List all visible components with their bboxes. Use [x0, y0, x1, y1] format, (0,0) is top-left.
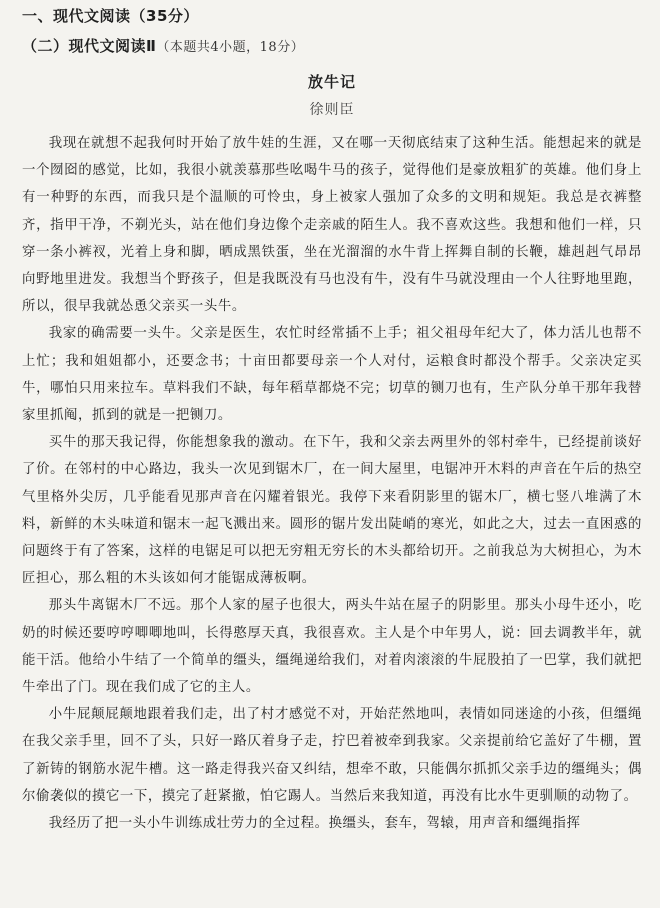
article-title: 放牛记 — [307, 73, 356, 91]
paragraph: 小牛屁颠屁颠地跟着我们走，出了村才感觉不对，开始茫然地叫，表情如同迷途的小孩，但缰绳在我父亲手里，回不了头，只好一路仄着身子走，拧巴着被牵到我家。父亲提前给它盖好了牛棚，置了新铸的钢筋水泥牛槽。这一路走得我兴奋又纠结，想牵不敢，只能偶尔抓抓父亲手边的缰绳头；偶尔偷袭似的摸它一下，摸完了赶紧撤，怕它踢人。当然后来我知道，再没有比水牛更驯顺的动物了。 — [22, 707, 642, 804]
paragraph: 买牛的那天我记得，你能想象我的激动。在下午，我和父亲去两里外的邻村牵牛，已经提前谈好了价。在邻村的中心路边，我头一次见到锯木厂，在一间大屋里，电锯冲开木料的声音在午后的热空气里格外尖厉，几乎能看见那声音在闪耀着银光。我停下来看阴影里的锯木厂，横七竖八堆满了木料，新鲜的木头味道和锯末一起飞溅出来。圆形的锯片发出陡峭的寒光，如此之大，过去一直困惑的问题终于有了答案，这样的电锯足可以把无穷粗无穷长的木头都给切开。之前我总为大树担心，为木匠担心，那么粗的木头该如何才能锯成薄板啊。 — [22, 435, 642, 587]
paragraph: 那头牛离锯木厂不远。那个人家的屋子也很大，两头牛站在屋子的阴影里。那头小母牛还小，吃奶的时候还要哼哼唧唧地叫，长得憨厚天真，我很喜欢。主人是个中年男人，说：回去调教半年，就能干活。他给小牛结了一个简单的缰头，缰绳递给我们，对着肉滚滚的牛屁股拍了一巴掌，我们就把牛牵出了门。现在我们成了它的主人。 — [22, 598, 642, 696]
subsection-heading — [22, 36, 642, 58]
paragraph: 我经历了把一头小牛训练成壮劳力的全过程。换缰头，套车，驾辕，用声音和缰绳指挥 — [48, 816, 581, 832]
paragraph: 我家的确需要一头牛。父亲是医生，农忙时经常插不上手；祖父祖母年纪大了，体力活儿也帮不上忙；我和姐姐都小，还要念书；十亩田都要母亲一个人对付，运粮食时都没个帮手。父亲决定买牛，哪怕只用来拉车。草料我们不缺，每年稻草都烧不完；切草的铡刀也有，生产队分单干那年我替家里抓阄，抓到的就是一把铡刀。 — [22, 326, 642, 424]
article-author: 徐则臣 — [309, 102, 355, 118]
paragraph: 我现在就想不起我何时开始了放牛娃的生涯，又在哪一天彻底结束了这种生活。能想起来的就是一个囫囵的感觉，比如，我很小就羡慕那些吆喝牛马的孩子，觉得他们是豪放粗犷的英雄。他们身上有一种野的东西，而我只是个温顺的可怜虫，身上被家人强加了众多的文明和规矩。我总是衣裤整齐，指甲干净，不剃光头，站在他们身边像个走亲戚的陌生人。我不喜欢这些。我想和他们一样，只穿一条小裤衩，光着上身和脚，晒成黑铁蛋，坐在光溜溜的水牛背上挥舞自制的长鞭，雄赳赳气昂昂向野地里进发。我想当个野孩子，但是我既没有马也没有牛，没有牛马就没理由一个人往野地里跑，所以，很早我就怂恿父亲买一头牛。 — [22, 136, 642, 315]
subsection-label: （二）现代文阅读Ⅱ — [22, 37, 157, 55]
article-body — [22, 130, 642, 837]
section-heading: 一、现代文阅读（35分） — [22, 7, 199, 25]
subsection-note: （本题共4小题，18分） — [156, 40, 305, 55]
